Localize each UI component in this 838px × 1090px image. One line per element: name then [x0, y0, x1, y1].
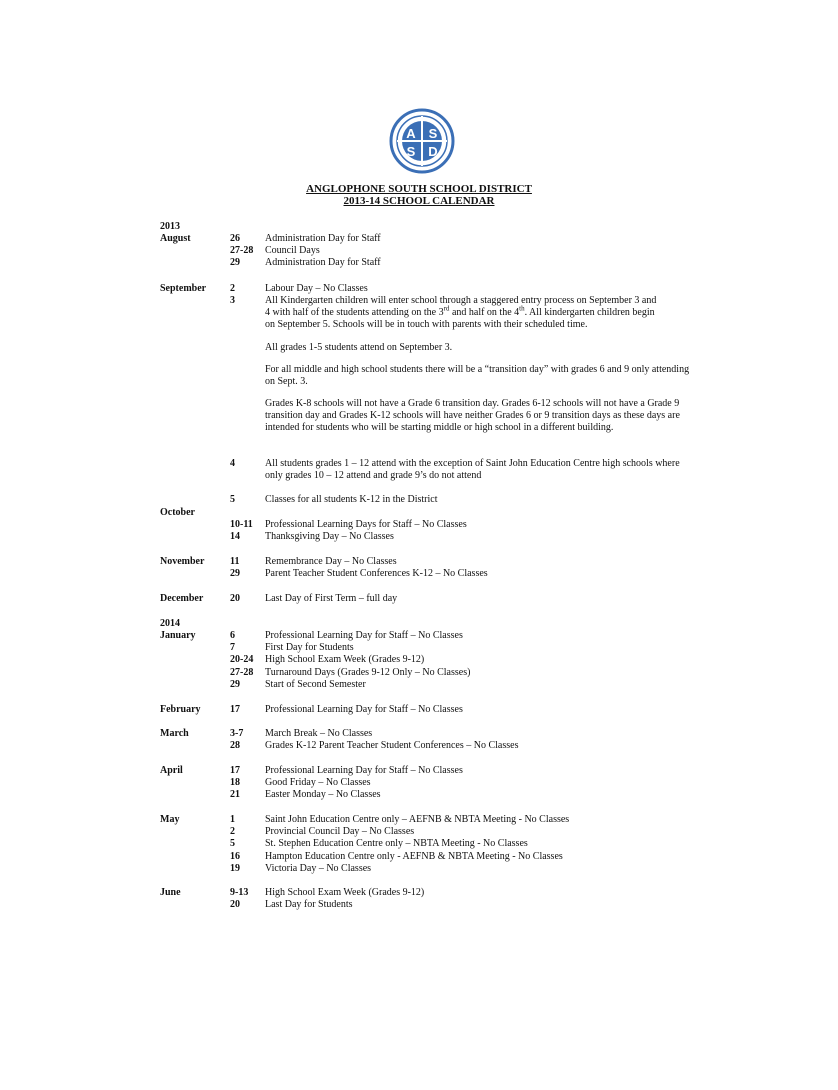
event-day: 10-11: [230, 519, 253, 530]
event-day: 6: [230, 630, 235, 641]
event-day: 29: [230, 678, 240, 690]
list-item: [0, 568, 838, 580]
event-day: 28: [230, 740, 240, 752]
may-list: [0, 814, 838, 875]
grades-1-5-paragraph: All grades 1-5 students attend on September 3.: [265, 342, 453, 353]
list-item: [0, 679, 838, 691]
list-item: [0, 531, 838, 543]
event-day: 5: [230, 838, 235, 850]
month-may: May: [160, 814, 180, 825]
august-list: [0, 233, 838, 270]
list-item: [0, 740, 838, 752]
event-day: 1: [230, 814, 235, 825]
event-day: 14: [230, 531, 240, 543]
text-segment: 4 with half of the students attending on the 3: [265, 307, 444, 319]
list-item: [0, 765, 838, 777]
svg-text:D: D: [428, 144, 438, 159]
month-february: February: [160, 704, 201, 715]
year-2014: 2014: [160, 618, 180, 629]
event-day: 19: [230, 862, 240, 874]
event-desc: Parent Teacher Student Conferences K-12 – No Classes: [265, 568, 488, 580]
event-desc: Saint John Education Centre only – AEFNB & NBTA Meeting - No Classes: [265, 814, 570, 825]
list-item: [0, 233, 838, 245]
list-item: [0, 851, 838, 863]
event-day: 20: [230, 899, 240, 911]
event-day: 11: [230, 556, 240, 567]
text-segment: and half on the 4: [449, 307, 520, 319]
list-item: [0, 789, 838, 801]
event-desc: Labour Day – No Classes: [265, 283, 368, 294]
district-name: ANGLOPHONE SOUTH SCHOOL DISTRICT: [306, 183, 532, 195]
event-day: 17: [230, 704, 240, 715]
list-item: [0, 257, 838, 269]
event-day: 3: [230, 295, 235, 306]
kindergarten-paragraph: [265, 295, 690, 332]
event-desc: Classes for all students K-12 in the District: [265, 494, 438, 505]
event-day: 7: [230, 642, 235, 654]
event-desc: Professional Learning Day for Staff – No Classes: [265, 704, 463, 715]
month-august: August: [160, 233, 191, 244]
event-desc: Council Days: [265, 245, 320, 257]
march-list: [0, 728, 838, 752]
event-day: 5: [230, 494, 235, 505]
event-day: 3-7: [230, 728, 244, 739]
event-day: 18: [230, 777, 240, 789]
list-item: [0, 519, 838, 531]
list-item: [0, 728, 838, 740]
event-day: 27-28: [230, 245, 254, 257]
list-item: [0, 654, 838, 666]
event-desc: Thanksgiving Day – No Classes: [265, 531, 394, 543]
list-item: [0, 667, 838, 679]
event-desc: High School Exam Week (Grades 9-12): [265, 654, 425, 666]
svg-text:A: A: [406, 126, 416, 141]
event-desc: First Day for Students: [265, 642, 354, 654]
event-day: 27-28: [230, 666, 254, 678]
event-desc: Administration Day for Staff: [265, 257, 381, 269]
event-day: 29: [230, 568, 240, 580]
month-december: December: [160, 593, 204, 604]
year-2013: 2013: [160, 221, 180, 232]
list-item: [0, 704, 838, 716]
june-list: [0, 887, 838, 911]
event-desc: Professional Learning Day for Staff – No Classes: [265, 630, 463, 641]
list-item: [0, 777, 838, 789]
october-list: [0, 519, 838, 543]
calendar-title: 2013-14 SCHOOL CALENDAR: [343, 195, 495, 208]
svg-text:S: S: [406, 144, 416, 159]
april-list: [0, 765, 838, 802]
event-day: 2: [230, 826, 235, 838]
event-day: 16: [230, 850, 240, 862]
event-day: 2: [230, 283, 235, 294]
january-list: [0, 630, 838, 691]
event-desc: Remembrance Day – No Classes: [265, 556, 397, 567]
superscript: rd: [443, 304, 450, 313]
event-desc: Professional Learning Day for Staff – No Classes: [265, 765, 463, 776]
event-desc: Good Friday – No Classes: [265, 777, 371, 789]
event-desc: Grades K-12 Parent Teacher Student Conferences – No Classes: [265, 740, 519, 752]
event-day: 26: [230, 233, 240, 244]
list-item: [0, 899, 838, 911]
middle-high-paragraph: For all middle and high school students there will be a “transition day” with grades 6 and 9 only attending on Sept. 3.: [265, 364, 690, 388]
kindergarten-line: [265, 304, 690, 319]
month-march: March: [160, 728, 189, 739]
list-item: [0, 642, 838, 654]
event-desc: Easter Monday – No Classes: [265, 789, 381, 801]
event-day: 29: [230, 257, 240, 269]
superscript: th: [519, 304, 525, 313]
list-item: [0, 838, 838, 850]
february-list: [0, 704, 838, 716]
month-june: June: [160, 887, 181, 898]
list-item: [0, 826, 838, 838]
event-desc: Professional Learning Days for Staff – No Classes: [265, 519, 467, 530]
list-item: [0, 245, 838, 257]
district-logo: [389, 108, 455, 174]
list-item: [0, 556, 838, 568]
event-desc: Start of Second Semester: [265, 678, 366, 690]
event-desc: March Break – No Classes: [265, 728, 373, 739]
event-desc: Last Day for Students: [265, 899, 353, 911]
svg-text:S: S: [428, 126, 438, 141]
event-day: 17: [230, 765, 240, 776]
month-september: September: [160, 283, 207, 294]
event-day: 20: [230, 593, 240, 604]
document-title: [0, 183, 838, 208]
december-list: [0, 593, 838, 605]
transition-paragraph: Grades K-8 schools will not have a Grade 6 transition day. Grades 6-12 schools will not have a Grade 9 transition day and Grades K-12 schools will have neither Grades 6 or 9 transition days as these days are intended for students who will be starting middle or high school in a different building.: [265, 398, 680, 434]
list-item: [0, 887, 838, 899]
month-january: January: [160, 630, 196, 641]
event-desc: Administration Day for Staff: [265, 233, 381, 244]
month-october: October: [160, 507, 195, 518]
text-segment: . All kindergarten children begin: [524, 307, 655, 319]
event-desc: Provincial Council Day – No Classes: [265, 826, 415, 838]
list-item: [0, 863, 838, 875]
event-day: 9-13: [230, 887, 249, 898]
event-desc: High School Exam Week (Grades 9-12): [265, 887, 425, 898]
event-desc: Last Day of First Term – full day: [265, 593, 398, 604]
list-item: [0, 593, 838, 605]
event-desc: Victoria Day – No Classes: [265, 862, 372, 874]
list-item: [0, 814, 838, 826]
list-item: [0, 630, 838, 642]
event-desc: All students grades 1 – 12 attend with the exception of Saint John Education Centre high schools where only grades 10 – 12 attend and grade 9’s do not attend: [265, 458, 680, 482]
month-november: November: [160, 556, 205, 567]
november-list: [0, 556, 838, 580]
event-day: 21: [230, 789, 240, 801]
kindergarten-line: All Kindergarten children will enter school through a staggered entry process on September 3 and: [265, 295, 657, 306]
event-desc: Hampton Education Centre only - AEFNB & NBTA Meeting - No Classes: [265, 850, 563, 862]
event-day: 4: [230, 458, 235, 469]
event-desc: Turnaround Days (Grades 9-12 Only – No Classes): [265, 666, 471, 678]
month-april: April: [160, 765, 183, 776]
kindergarten-line: on September 5. Schools will be in touch with parents with their scheduled time.: [265, 319, 588, 331]
event-desc: St. Stephen Education Centre only – NBTA Meeting - No Classes: [265, 838, 528, 850]
event-day: 20-24: [230, 654, 254, 666]
